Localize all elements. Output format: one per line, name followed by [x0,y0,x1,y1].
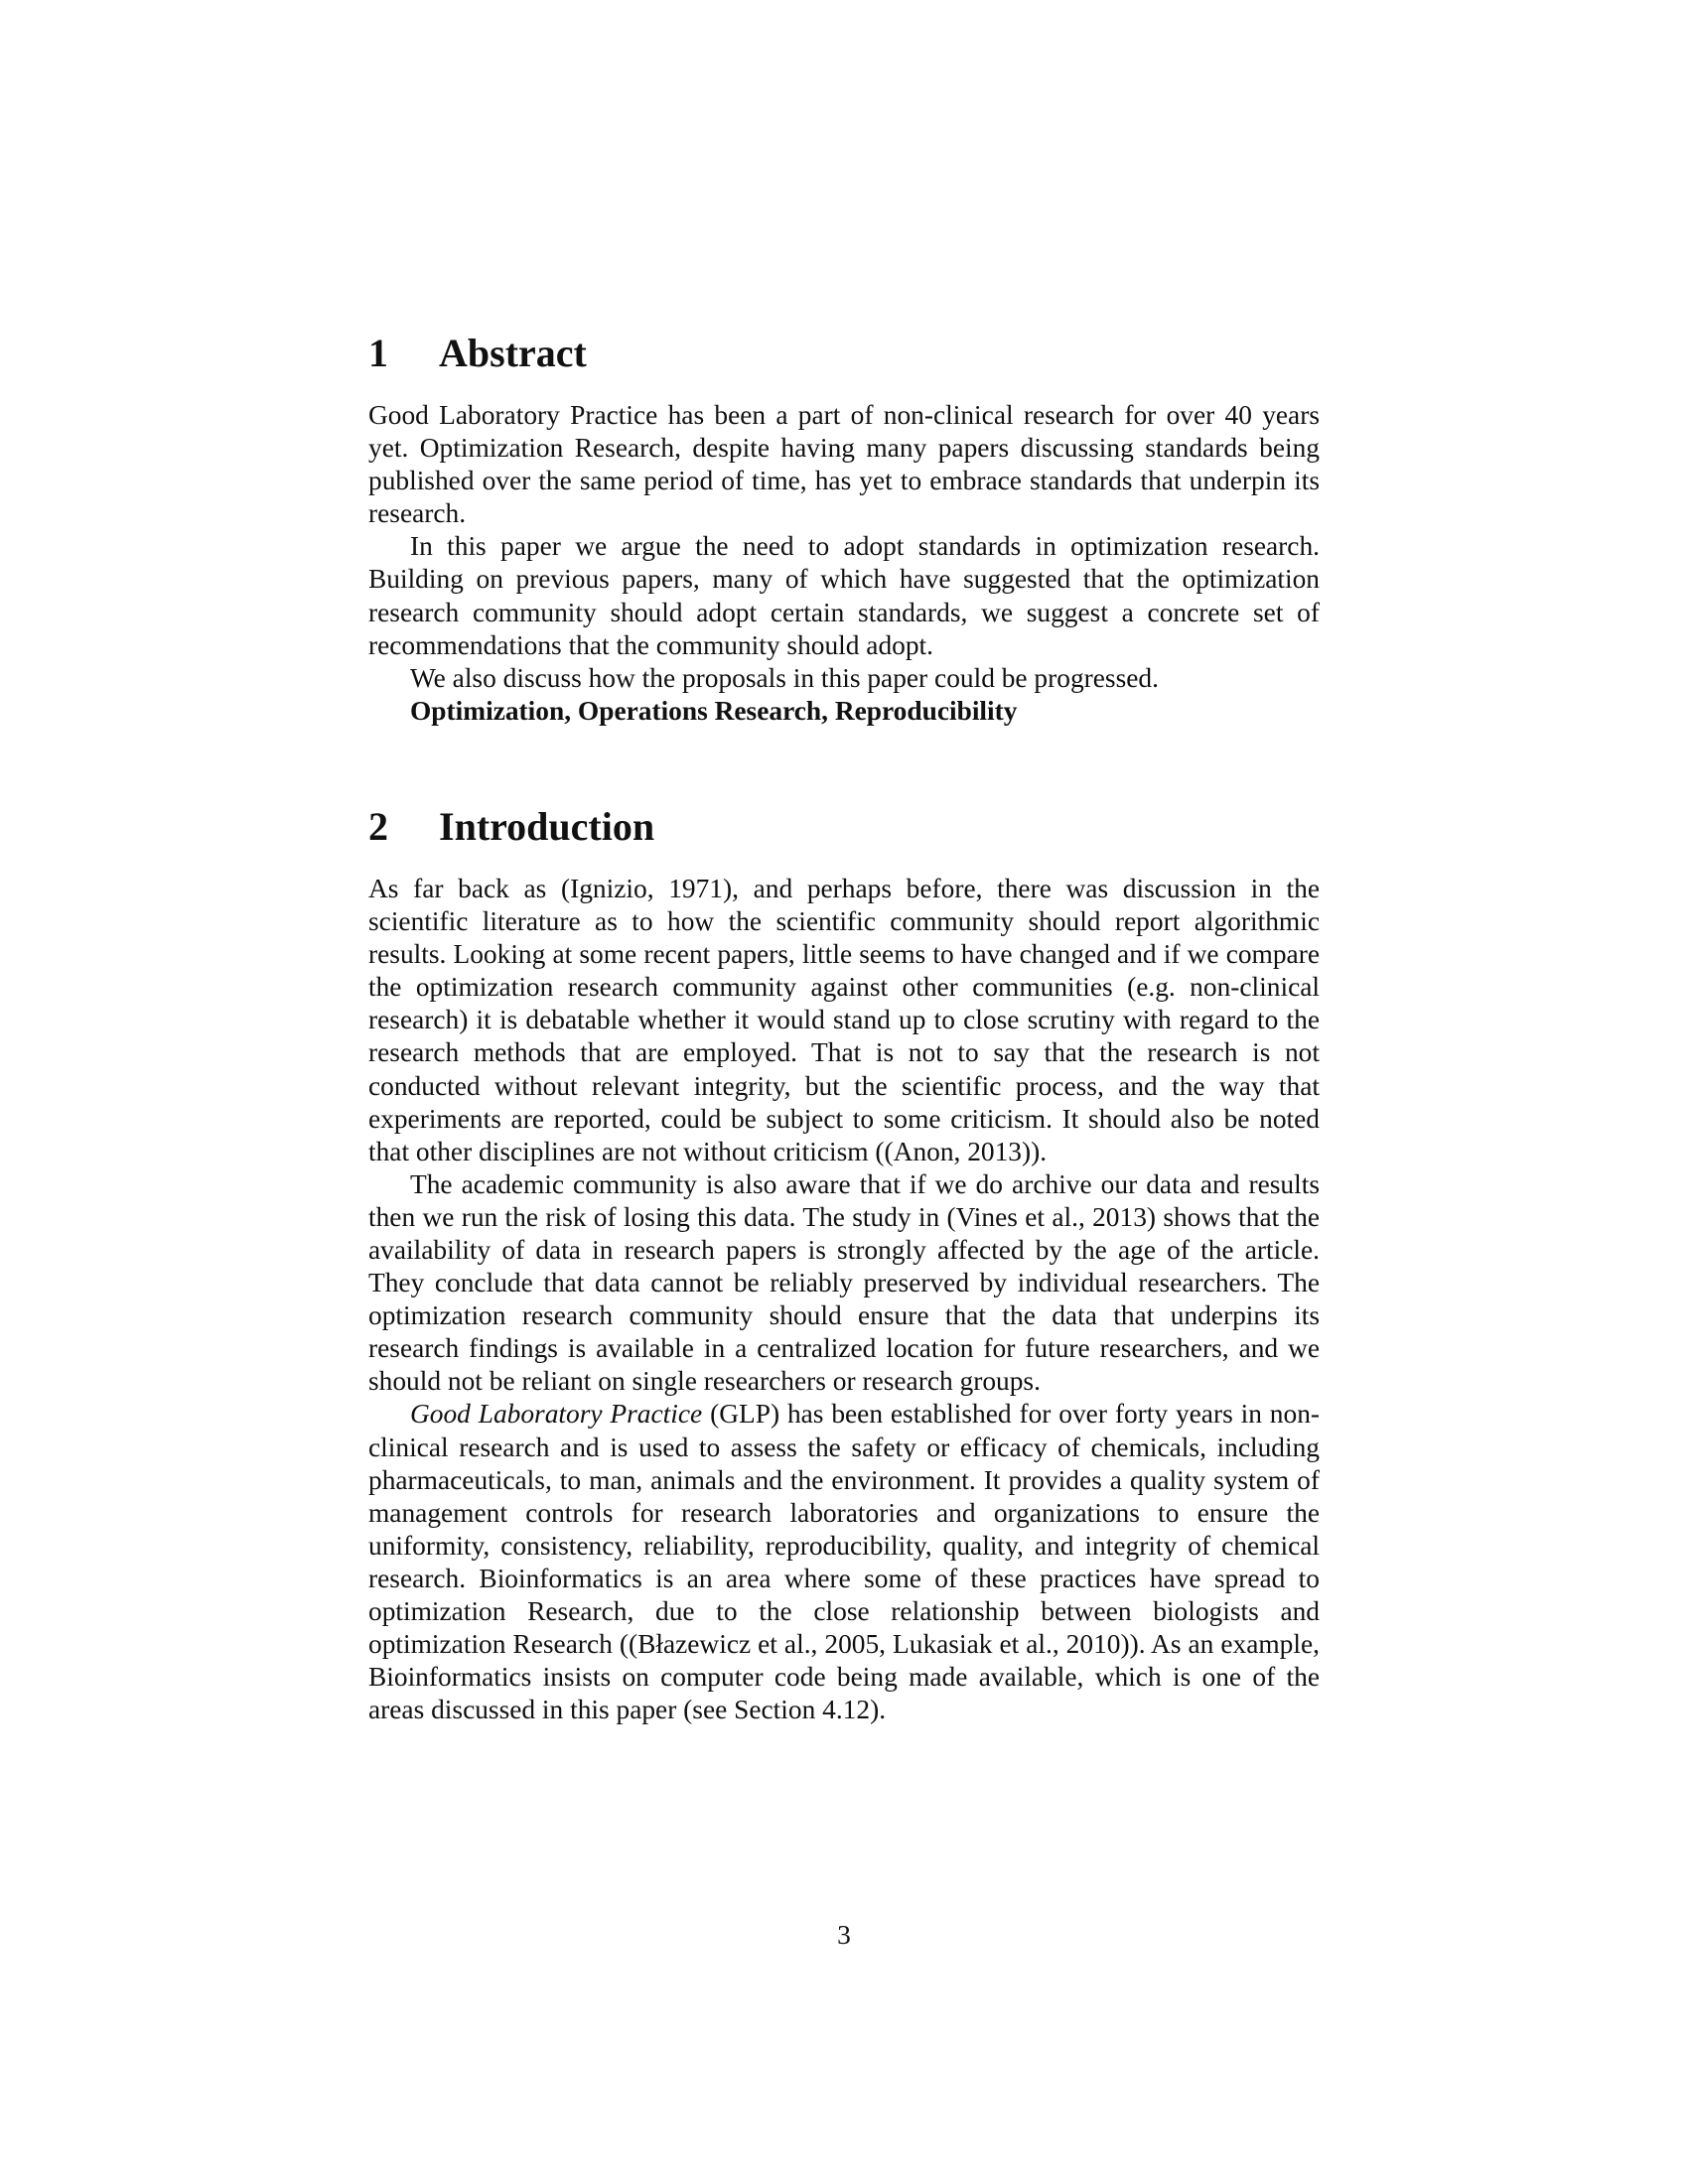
introduction-paragraph: As far back as (Ignizio, 1971), and perhaps before, there was discussion in the scientific literature as to how the scientific community should report algorithmic results. Looking at some recent papers, little seems to have changed and if we compare the optimization research community against other communities (e.g. non-clinical research) it is debatable whether it would stand up to close scrutiny with regard to the research methods that are employed. That is not to say that the research is not conducted without relevant integrity, but the scientific process, and the way that experiments are reported, could be subject to some criticism. It should also be noted that other disciplines are not without criticism ((Anon, 2013)). [368,873,1320,1166]
section-number: 1 [368,331,388,375]
introduction-paragraph: The academic community is also aware that if we do archive our data and results then we run the risk of losing this data. The study in (Vines et al., 2013) shows that the availability of data in research papers is strongly affected by the age of the article. They conclude that data cannot be reliably preserved by individual researchers. The optimization research community should ensure that the data that underpins its research findings is available in a centralized location for future researchers, and we should not be reliant on single researchers or research groups. [368,1168,1320,1397]
section-title: Abstract [439,331,587,375]
page-number: 3 [837,1920,851,1950]
abstract-paragraph: In this paper we argue the need to adopt standards in optimization research. Building on previous papers, many of which have suggested that the optimization research community should adopt certain standards, we suggest a concrete set of recommendations that the community should adopt. [368,531,1320,660]
paper-page [368,330,1320,1726]
section-number: 2 [368,803,388,849]
glp-term: Good Laboratory Practice [410,1399,703,1430]
glp-text: (GLP) has been established for over forty years in non-clinical research and is used to assess the safety or efficacy of chemicals, including pharmaceuticals, to man, animals and the environment. It provides a quality system of management controls for research laboratories and organizations to ensure the uniformity, consistency, reliability, reproducibility, quality, and integrity of chemical research. Bioinformatics is an area where some of these practices have spread to optimization Research, due to the close relationship between biologists and optimization Research ((Błazewicz et al., 2005, Lukasiak et al., 2010)). As an example, Bioinformatics insists on computer code being made available, which is one of the areas discussed in this paper (see Section 4.12). [368,1399,1321,1725]
abstract-paragraph: Good Laboratory Practice has been a part of non-clinical research for over 40 years yet. Optimization Research, despite having many papers discussing standards being published over the same period of time, has yet to embrace standards that underpin its research. [368,400,1320,529]
keywords: Optimization, Operations Research, Reproducibility [410,695,1018,726]
introduction-paragraph-glp [368,1398,1320,1726]
section-heading-introduction [368,803,1320,851]
section-heading-abstract [368,330,1320,377]
section-title: Introduction [439,803,655,849]
abstract-paragraph: We also discuss how the proposals in this paper could be progressed. [410,662,1159,693]
